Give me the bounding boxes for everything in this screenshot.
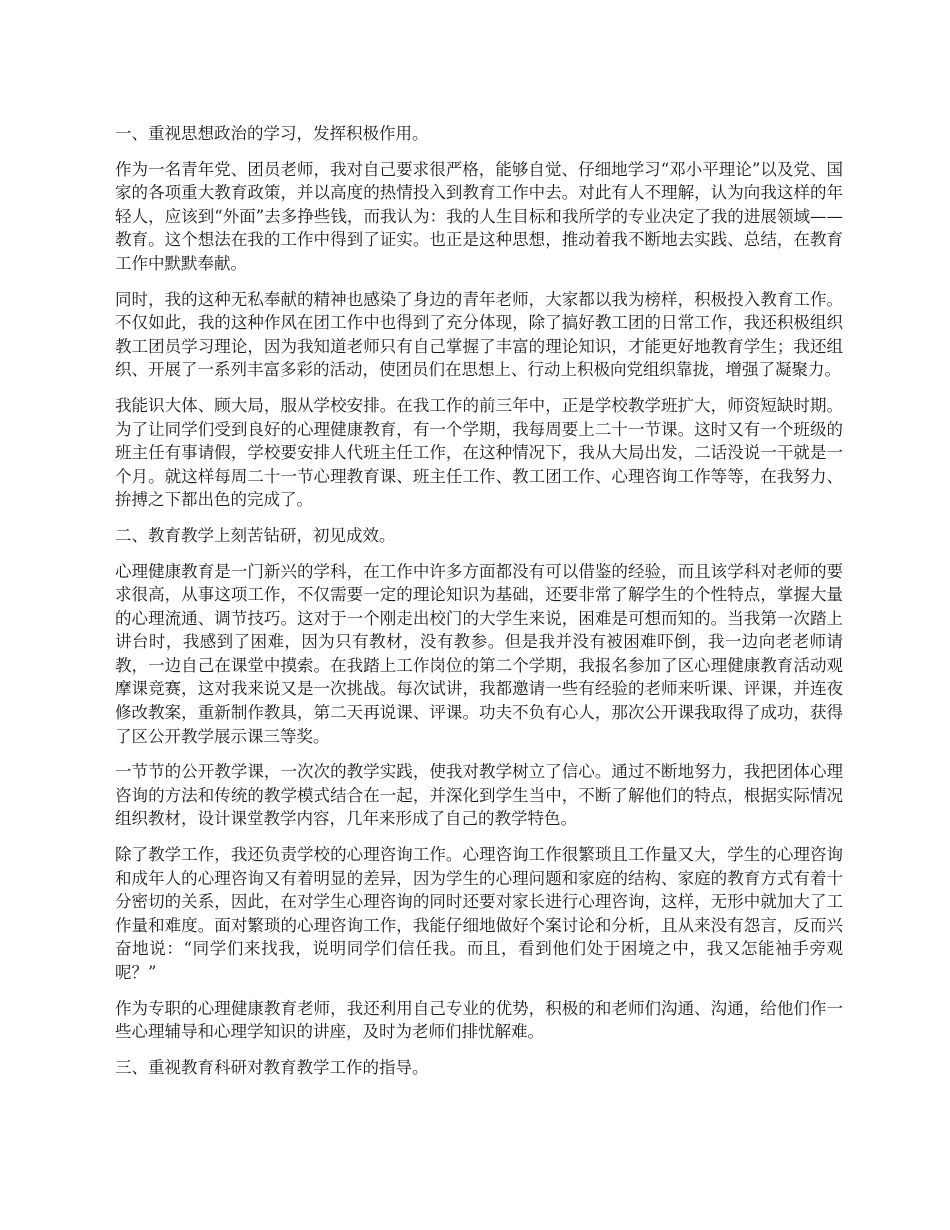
paragraph-1: 作为一名青年党、团员老师，我对自己要求很严格，能够自觉、仔细地学习“邓小平理论”以及党、国家的各项重大教育政策，并以高度的热情投入到教育工作中去。对此有人不理解，认为向我这样的年轻人，应该到“外面”去多挣些钱，而我认为：我的人生目标和我所学的专业决定了我的进展领域——教育。这个想法在我的工作中得到了证实。也正是这种思想，推动着我不断地去实践、总结，在教育工作中默默奉献。 [115,159,843,273]
paragraph-7: 作为专职的心理健康教育老师，我还利用自己专业的优势，积极的和老师们沟通、沟通，给他们作一些心理辅导和心理学知识的讲座，及时为老师们排忧解难。 [115,998,843,1042]
section-heading-2: 二、教育教学上刻苦钻研，初见成效。 [115,525,396,545]
paragraph-6: 除了教学工作，我还负责学校的心理咨询工作。心理咨询工作很繁琐且工作量又大，学生的心理咨询和成年人的心理咨询又有着明显的差异，因为学生的心理问题和家庭的结构、家庭的教育方式有着十分密切的关系，因此，在对学生心理咨询的同时还要对家长进行心理咨询，这样，无形中就加大了工作量和难度。面对繁琐的心理咨询工作，我能仔细地做好个案讨论和分析，且从来没有怨言，反而兴奋地说：“同学们来找我，说明同学们信任我。而且，看到他们处于困境之中，我又怎能袖手旁观呢？” [115,845,843,982]
paragraph-2: 同时，我的这种无私奉献的精神也感染了身边的青年老师，大家都以我为榜样，积极投入教育工作。不仅如此，我的这种作风在团工作中也得到了充分体现，除了搞好教工团的日常工作，我还积极组织教工团员学习理论，因为我知道老师只有自己掌握了丰富的理论知识，才能更好地教育学生；我还组织、开展了一系列丰富多彩的活动，使团员们在思想上、行动上积极向党组织靠拢，增强了凝聚力。 [115,289,843,380]
section-heading-3: 三、重视教育科研对教育教学工作的指导。 [115,1057,429,1077]
paragraph-3: 我能识大体、顾大局，服从学校安排。在我工作的前三年中，正是学校教学班扩大，师资短缺时期。为了让同学们受到良好的心理健康教育，有一个学期，我每周要上二十一节课。这时又有一个班级的班主任有事请假，学校要安排人代班主任工作，在这种情况下，我从大局出发，二话没说一干就是一个月。就这样每周二十一节心理教育课、班主任工作、教工团工作、心理咨询工作等等，在我努力、拚搏之下都出色的完成了。 [115,395,843,510]
section-heading-1: 一、重视思想政治的学习，发挥积极作用。 [115,124,429,143]
paragraph-4: 心理健康教育是一门新兴的学科，在工作中许多方面都没有可以借鉴的经验，而且该学科对老师的要求很高，从事这项工作，不仅需要一定的理论知识为基础，还要非常了解学生的个性特点，掌握大量的心理流通、调节技巧。这对于一个刚走出校门的大学生来说，困难是可想而知的。当我第一次踏上讲台时，我感到了困难，因为只有教材，没有教参。但是我并没有被困难吓倒，我一边向老老师请教，一边自己在课堂中摸索。在我踏上工作岗位的第二个学期，我报名参加了区心理健康教育活动观摩课竞赛，这对我来说又是一次挑战。每次试讲，我都邀请一些有经验的老师来听课、评课，并连夜修改教案，重新制作教具，第二天再说课、评课。功夫不负有心人，那次公开课我取得了成功，获得了区公开教学展示课三等奖。 [115,561,843,746]
paragraph-5: 一节节的公开教学课，一次次的教学实践，使我对教学树立了信心。通过不断地努力，我把团体心理咨询的方法和传统的教学模式结合在一起，并深化到学生当中，不断了解他们的特点，根据实际情况组织教材，设计课堂教学内容，几年来形成了自己的教学特色。 [115,762,843,829]
document-body [115,122,843,1091]
